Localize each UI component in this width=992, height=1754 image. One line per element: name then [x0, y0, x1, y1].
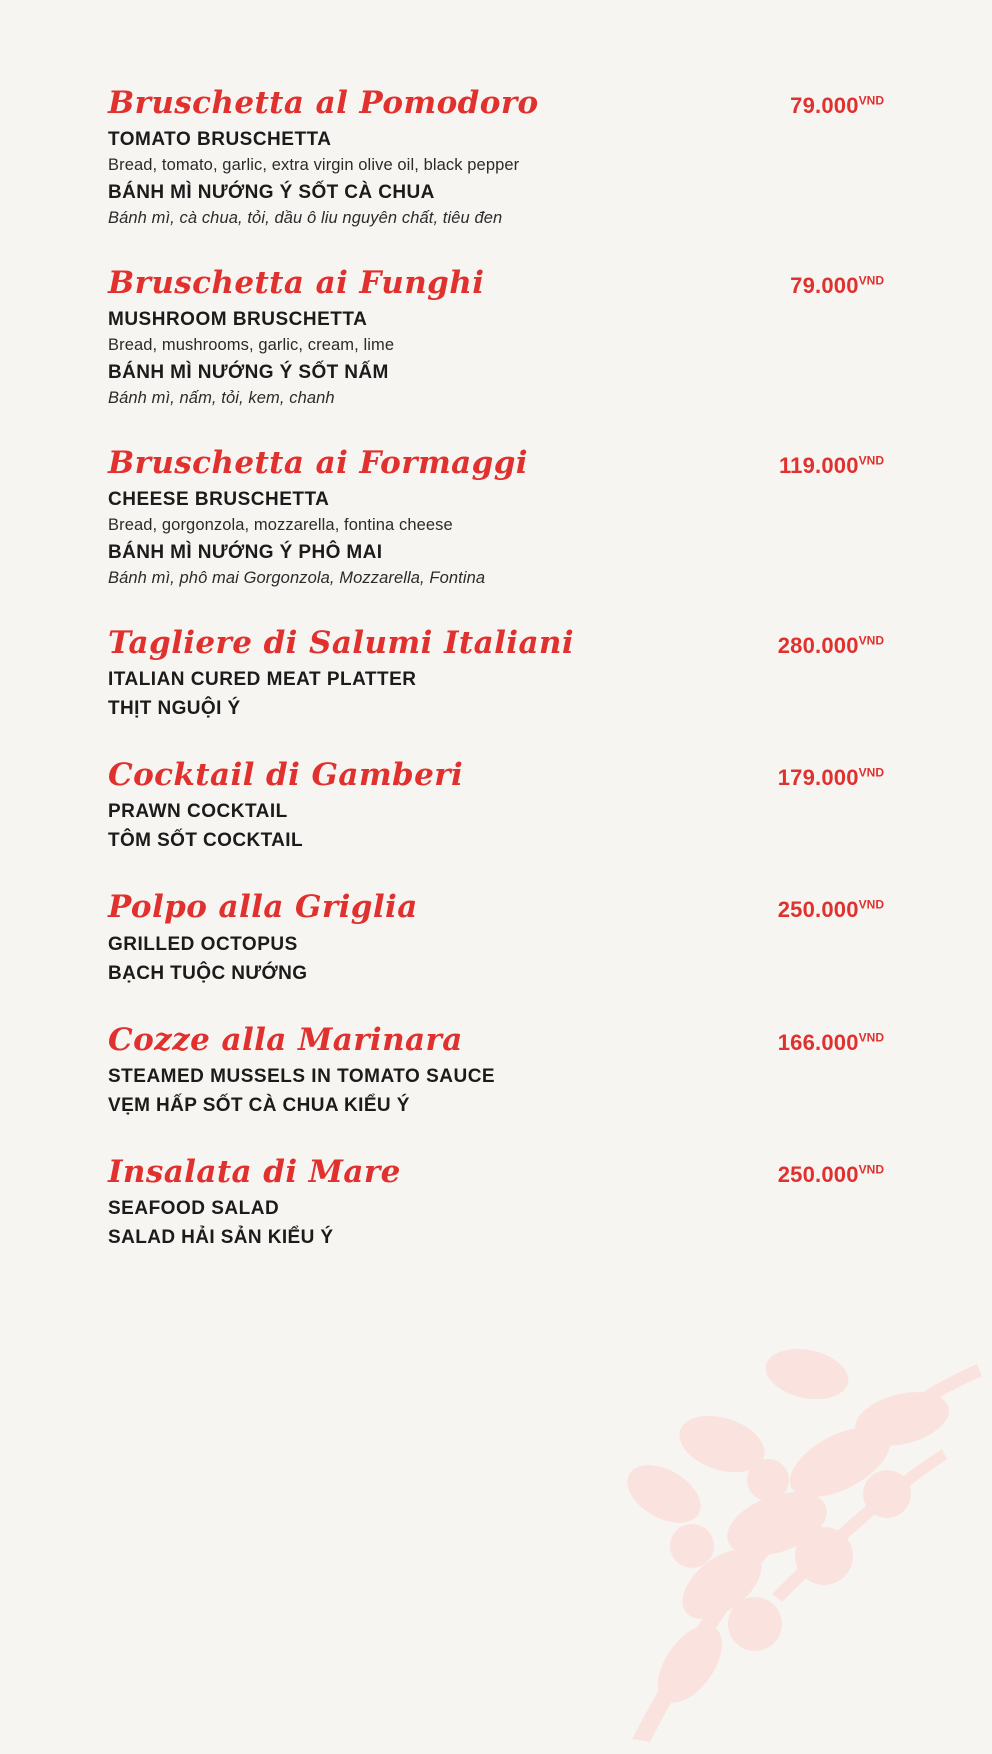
menu-item-header [108, 626, 884, 660]
menu-item-price [790, 273, 884, 299]
menu-item-price [778, 1162, 884, 1188]
menu-item-header [108, 1155, 884, 1189]
price-value: 166.000 [777, 1029, 859, 1055]
menu-item-description-english: Bread, mushrooms, garlic, cream, lime [108, 336, 395, 355]
menu-item-header [108, 266, 884, 300]
price-currency: VND [858, 453, 884, 468]
price-value: 79.000 [790, 93, 859, 118]
menu-item-description-vietnamese: Bánh mì, phô mai Gorgonzola, Mozzarella, Fontina [108, 569, 486, 588]
menu-item-name-english: MUSHROOM BRUSCHETTA [108, 309, 368, 331]
menu-item-price [778, 765, 884, 791]
menu-item-price [778, 1030, 884, 1056]
menu-item [108, 626, 884, 720]
menu-item [108, 86, 884, 228]
menu-item [108, 890, 884, 984]
menu-item-name-english: ITALIAN CURED MEAT PLATTER [108, 669, 417, 691]
menu-item-header [108, 86, 884, 120]
menu-item-name-italian: Cocktail di Gamberi [108, 757, 464, 794]
menu-item-name-vietnamese: BÁNH MÌ NƯỚNG Ý PHÔ MAI [108, 542, 383, 564]
price-currency: VND [858, 633, 884, 648]
menu-item-name-italian: Bruschetta ai Funghi [108, 265, 485, 302]
menu-item-name-vietnamese: BÁNH MÌ NƯỚNG Ý SỐT CÀ CHUA [108, 182, 435, 204]
price-value: 250.000 [777, 1161, 859, 1187]
menu-item-price [778, 633, 884, 659]
price-value: 119.000 [778, 453, 859, 479]
menu-item-name-english: GRILLED OCTOPUS [108, 933, 298, 955]
menu-item-header [108, 446, 884, 480]
menu-item-description-english: Bread, gorgonzola, mozzarella, fontina cheese [108, 516, 453, 535]
price-currency: VND [858, 273, 884, 288]
olive-branch-decoration [572, 1194, 992, 1754]
menu-item-name-italian: Bruschetta al Pomodoro [108, 85, 539, 121]
price-value: 250.000 [777, 897, 859, 923]
menu-item-price [778, 897, 884, 923]
menu-item [108, 266, 884, 408]
menu-item-header [108, 890, 884, 924]
menu-item-description-english: Bread, tomato, garlic, extra virgin olive oil, black pepper [108, 156, 520, 175]
menu-item [108, 1155, 884, 1249]
menu-item-name-italian: Bruschetta ai Formaggi [108, 445, 528, 482]
menu-item [108, 1023, 884, 1117]
menu-item-price [779, 453, 884, 479]
menu-item-name-english: PRAWN COCKTAIL [108, 801, 288, 823]
menu-item-header [108, 1023, 884, 1057]
menu-item-name-vietnamese: TÔM SỐT COCKTAIL [108, 830, 303, 852]
menu-item-name-italian: Tagliere di Salumi Italiani [108, 625, 575, 662]
menu-item-description-vietnamese: Bánh mì, cà chua, tỏi, dầu ô liu nguyên chất, tiêu đen [108, 209, 503, 228]
menu-item [108, 446, 884, 588]
price-currency: VND [858, 93, 884, 108]
menu-item-description-vietnamese: Bánh mì, nấm, tỏi, kem, chanh [108, 389, 335, 408]
menu-item-name-vietnamese: THỊT NGUỘI Ý [108, 698, 241, 720]
menu-item-name-english: SEAFOOD SALAD [108, 1197, 280, 1219]
price-currency: VND [858, 898, 884, 913]
price-currency: VND [858, 1030, 884, 1045]
menu-item-name-english: STEAMED MUSSELS IN TOMATO SAUCE [108, 1065, 496, 1087]
price-value: 280.000 [777, 633, 859, 659]
menu-item-name-english: CHEESE BRUSCHETTA [108, 489, 330, 511]
menu-item-header [108, 758, 884, 792]
price-currency: VND [858, 766, 884, 781]
menu-item-name-vietnamese: BẠCH TUỘC NƯỚNG [108, 962, 308, 984]
menu-item-name-italian: Insalata di Mare [108, 1153, 401, 1190]
price-currency: VND [858, 1162, 884, 1177]
menu-item-name-vietnamese: SALAD HẢI SẢN KIỂU Ý [108, 1226, 334, 1248]
menu-item-name-vietnamese: VẸM HẤP SỐT CÀ CHUA KIỂU Ý [108, 1094, 410, 1116]
menu-item-name-italian: Cozze alla Marinara [108, 1021, 463, 1058]
price-value: 179.000 [777, 765, 859, 791]
menu-item-price [790, 93, 884, 119]
price-value: 79.000 [790, 273, 859, 299]
menu-item-name-italian: Polpo alla Griglia [108, 889, 418, 926]
menu-item [108, 758, 884, 852]
menu-item-name-vietnamese: BÁNH MÌ NƯỚNG Ý SỐT NẤM [108, 362, 389, 384]
menu-item-name-english: TOMATO BRUSCHETTA [108, 129, 332, 151]
